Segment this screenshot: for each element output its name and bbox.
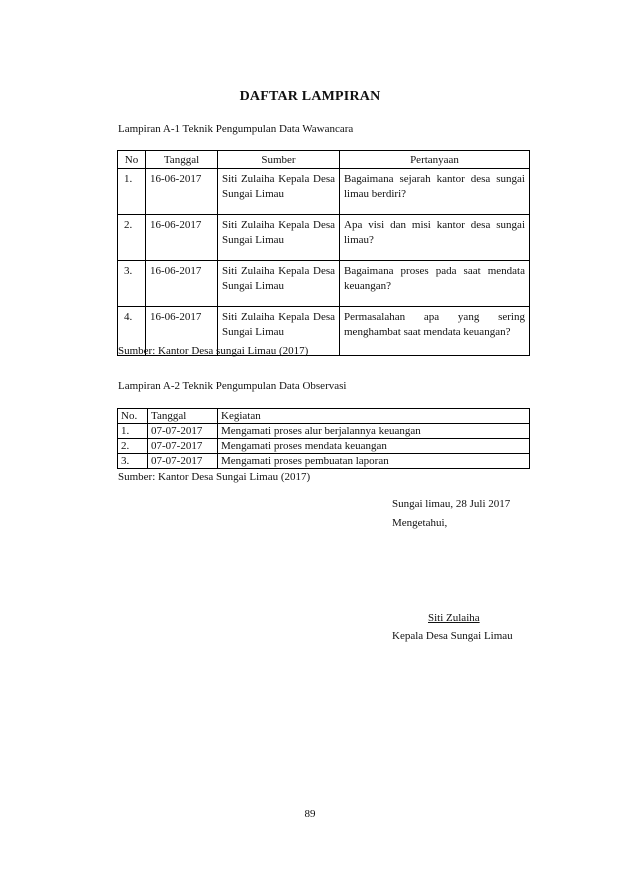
table-row — [118, 215, 530, 261]
cell-no: 3. — [118, 454, 148, 469]
page-number: 89 — [304, 808, 316, 820]
header-no: No — [118, 151, 146, 169]
cell-pertanyaan: Bagaimana proses pada saat mendata keuangan? — [340, 261, 530, 307]
table-header-row — [118, 151, 530, 169]
header-sumber: Sumber — [218, 151, 340, 169]
cell-no: 1. — [118, 424, 148, 439]
cell-no: 2. — [118, 439, 148, 454]
header-tanggal: Tanggal — [148, 409, 218, 424]
caption-lampiran-a2: Lampiran A-2 Teknik Pengumpulan Data Observasi — [118, 380, 347, 392]
table-observasi — [117, 408, 530, 469]
source-lampiran-a2: Sumber: Kantor Desa Sungai Limau (2017) — [118, 471, 311, 483]
cell-tanggal: 16-06-2017 — [146, 307, 218, 356]
table-row — [118, 454, 530, 469]
table-row — [118, 439, 530, 454]
cell-tanggal: 16-06-2017 — [146, 215, 218, 261]
page-title: DAFTAR LAMPIRAN — [239, 89, 381, 104]
cell-tanggal: 16-06-2017 — [146, 169, 218, 215]
cell-sumber: Siti Zulaiha Kepala Desa Sungai Limau — [218, 169, 340, 215]
table-row — [118, 261, 530, 307]
cell-pertanyaan: Permasalahan apa yang sering menghambat saat mendata keuangan? — [340, 307, 530, 356]
cell-pertanyaan: Bagaimana sejarah kantor desa sungai limau berdiri? — [340, 169, 530, 215]
signature-name: Siti Zulaiha — [428, 612, 480, 624]
cell-tanggal: 07-07-2017 — [148, 439, 218, 454]
cell-sumber: Siti Zulaiha Kepala Desa Sungai Limau — [218, 261, 340, 307]
table-wawancara — [117, 150, 530, 356]
header-pertanyaan: Pertanyaan — [340, 151, 530, 169]
cell-no: 3. — [118, 261, 146, 307]
table-row — [118, 424, 530, 439]
cell-kegiatan: Mengamati proses alur berjalannya keuangan — [218, 424, 530, 439]
cell-sumber: Siti Zulaiha Kepala Desa Sungai Limau — [218, 215, 340, 261]
cell-no: 1. — [118, 169, 146, 215]
cell-sumber: Siti Zulaiha Kepala Desa Sungai Limau — [218, 307, 340, 356]
header-no: No. — [118, 409, 148, 424]
cell-kegiatan: Mengamati proses pembuatan laporan — [218, 454, 530, 469]
header-tanggal: Tanggal — [146, 151, 218, 169]
source-lampiran-a1: Sumber: Kantor Desa sungai Limau (2017) — [118, 345, 309, 357]
cell-tanggal: 07-07-2017 — [148, 454, 218, 469]
cell-tanggal: 16-06-2017 — [146, 261, 218, 307]
table-header-row — [118, 409, 530, 424]
signature-place-date: Sungai limau, 28 Juli 2017 — [392, 498, 511, 510]
cell-pertanyaan: Apa visi dan misi kantor desa sungai limau? — [340, 215, 530, 261]
header-kegiatan: Kegiatan — [218, 409, 530, 424]
cell-no: 4. — [118, 307, 146, 356]
signature-acknowledged: Mengetahui, — [392, 517, 448, 529]
cell-tanggal: 07-07-2017 — [148, 424, 218, 439]
cell-kegiatan: Mengamati proses mendata keuangan — [218, 439, 530, 454]
cell-no: 2. — [118, 215, 146, 261]
signature-position: Kepala Desa Sungai Limau — [392, 630, 513, 642]
table-row — [118, 169, 530, 215]
caption-lampiran-a1: Lampiran A-1 Teknik Pengumpulan Data Wawancara — [118, 123, 354, 135]
